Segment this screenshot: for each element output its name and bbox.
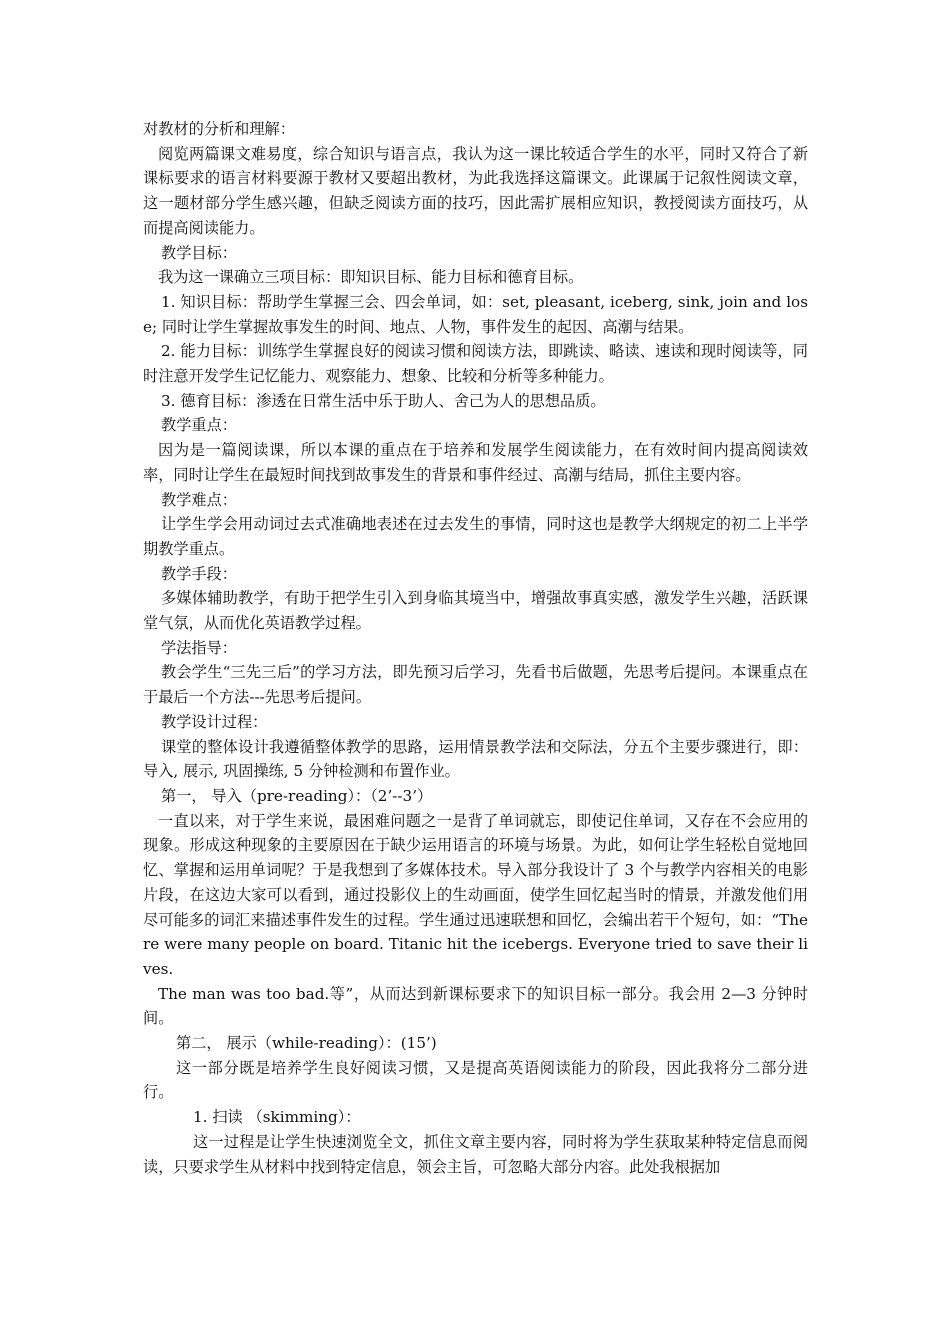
paragraph-key-points: 因为是一篇阅读课，所以本课的重点在于培养和发展学生阅读能力，在有效时间内提高阅读效率，同时让学生在最短时间找到故事发生的背景和事件经过、高潮与结局，抓住主要内容。 bbox=[143, 441, 808, 484]
section-heading-teaching-means: 教学手段： bbox=[161, 564, 237, 583]
step-heading-while-reading: 第二， 展示（while-reading）：(15’) bbox=[176, 1034, 437, 1053]
paragraph-analysis: 阅览两篇课文难易度，综合知识与语言点，我认为这一课比较适合学生的水平，同时又符合了新课标要求的语言材料要源于教材又要超出教材，为此我选择这篇课文。此课属于记叙性阅读文章，这一题材部分学生感兴趣，但缺乏阅读方面的技巧，因此需扩展相应知识，教授阅读方面技巧，从而提高阅读能力。 bbox=[143, 144, 808, 237]
paragraph-moral-objective: 3. 德育目标：渗透在日常生活中乐于助人、舍己为人的思想品质。 bbox=[161, 391, 606, 410]
paragraph-teaching-means: 多媒体辅助教学，有助于把学生引入到身临其境当中，增强故事真实感，激发学生兴趣，活跃课堂气氛，从而优化英语教学过程。 bbox=[143, 589, 808, 633]
section-heading-study-guidance: 学法指导： bbox=[161, 638, 237, 657]
section-heading-key-points: 教学重点： bbox=[161, 416, 237, 435]
paragraph-objectives-intro: 我为这一课确立三项目标：即知识目标、能力目标和德育目标。 bbox=[158, 268, 584, 287]
section-heading-design-process: 教学设计过程： bbox=[161, 712, 268, 731]
section-heading-analysis: 对教材的分析和理解： bbox=[143, 120, 295, 138]
paragraph-pre-reading-continued: The man was too bad.等”，从而达到新课标要求下的知识目标一部分。我会用 2—3 分钟时间。 bbox=[143, 984, 808, 1028]
paragraph-skimming: 这一过程是让学生快速浏览全文，抓住文章主要内容，同时将为学生获取某种特定信息而阅读，只要求学生从材料中找到特定信息，领会主旨，可忽略大部分内容。此处我根据加 bbox=[143, 1132, 808, 1176]
paragraph-design-process: 课堂的整体设计我遵循整体教学的思路，运用情景教学法和交际法，分五个主要步骤进行，即：导入, 展示, 巩固操练, 5 分钟检测和布置作业。 bbox=[143, 737, 808, 781]
step-heading-pre-reading: 第一， 导入（pre-reading）：（2’--3’） bbox=[161, 786, 433, 805]
paragraph-while-reading: 这一部分既是培养学生良好阅读习惯，又是提高英语阅读能力的阶段，因此我将分二部分进行。 bbox=[143, 1058, 808, 1102]
paragraph-study-guidance: 教会学生“三先三后”的学习方法，即先预习后学习，先看书后做题，先思考后提问。本课重点在于最后一个方法---先思考后提问。 bbox=[143, 663, 808, 707]
document-body bbox=[143, 117, 808, 1179]
paragraph-difficulties: 让学生学会用动词过去式准确地表述在过去发生的事情，同时这也是教学大纲规定的初二上半学期教学重点。 bbox=[143, 515, 808, 558]
paragraph-pre-reading: 一直以来，对于学生来说，最困难问题之一是背了单词就忘，即使记住单词，又存在不会应用的现象。形成这种现象的主要原因在于缺少运用语言的环境与场景。为此，如何让学生轻松自觉地回忆、掌握和运用单词呢？于是我想到了多媒体技术。导入部分我设计了 3 个与教学内容相关的电影片段，在这边大家可以看到，通过投影仪上的生动画面，使学生回忆起当时的情景，并激发他们用尽可能多的词汇来描述事件发生的过程。学生通过迅速联想和回忆，会编出若干个短句，如：“There were many people on board. Titanic hit the icebergs. Everyone tried to save their lives. bbox=[143, 811, 808, 978]
section-heading-difficulties: 教学难点： bbox=[161, 490, 237, 509]
sub-heading-skimming: 1. 扫读 （skimming）： bbox=[193, 1108, 361, 1127]
section-heading-objectives: 教学目标： bbox=[161, 243, 237, 262]
paragraph-ability-objective: 2. 能力目标：训练学生掌握良好的阅读习惯和阅读方法，即跳读、略读、速读和现时阅读等，同时注意开发学生记忆能力、观察能力、想象、比较和分析等多种能力。 bbox=[143, 342, 808, 386]
paragraph-knowledge-objective: 1. 知识目标：帮助学生掌握三会、四会单词，如：set, pleasant, iceberg, sink, join and lose; 同时让学生掌握故事发生的时间、地点、人物，事件发生的起因、高潮与结果。 bbox=[143, 292, 808, 336]
